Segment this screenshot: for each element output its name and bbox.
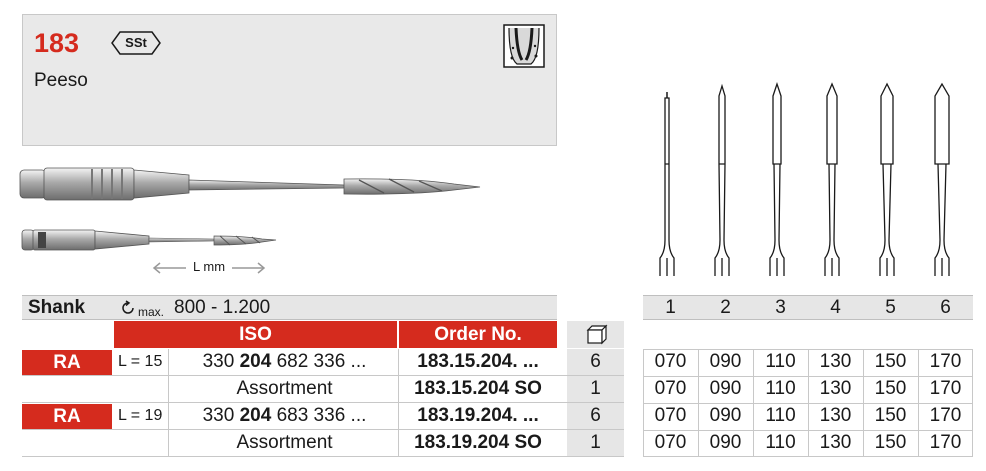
instrument-drawings — [14, 152, 494, 282]
material-badge — [111, 31, 161, 55]
size-value: 170 — [929, 378, 962, 399]
root-canal-icon — [503, 24, 545, 68]
table-row — [22, 349, 624, 376]
product-header-panel — [22, 14, 557, 146]
iso-cell: Assortment — [236, 378, 333, 399]
rotation-speed-icon — [120, 300, 136, 316]
instrument-large-image — [20, 168, 480, 200]
size-grid — [643, 349, 973, 457]
table-row — [22, 376, 624, 403]
size-value: 150 — [874, 405, 907, 426]
size-value: 110 — [765, 405, 796, 426]
size-value: 170 — [929, 432, 962, 453]
size-number: 1 — [665, 297, 676, 318]
order-number-cell: 183.15.204. ... — [417, 351, 539, 372]
package-box-icon — [567, 321, 624, 348]
size-value: 130 — [819, 378, 852, 399]
length-cell: L = 19 — [118, 407, 163, 424]
size-value: 070 — [654, 405, 687, 426]
size-value: 090 — [709, 378, 742, 399]
size-number: 3 — [775, 297, 786, 318]
iso-cell: 330 204 683 336 ... — [202, 405, 367, 426]
size-value: 130 — [819, 405, 852, 426]
size-value: 090 — [709, 405, 742, 426]
length-cell: L = 15 — [118, 353, 163, 370]
order-number-cell: 183.19.204 SO — [414, 432, 542, 453]
shank-type-badge: RA — [22, 404, 112, 429]
size-value: 070 — [654, 378, 687, 399]
size-drawings — [640, 80, 980, 280]
iso-cell: 330 204 682 336 ... — [202, 351, 367, 372]
size-value: 070 — [654, 432, 687, 453]
size-value: 170 — [929, 351, 962, 372]
quantity-cell: 1 — [567, 430, 624, 456]
size-value: 130 — [819, 351, 852, 372]
order-number-cell: 183.15.204 SO — [414, 378, 542, 399]
product-number: 183 — [34, 28, 80, 58]
size-value: 070 — [654, 351, 687, 372]
table-row — [22, 430, 624, 457]
quantity-cell: 1 — [567, 376, 624, 402]
size-value: 150 — [874, 432, 907, 453]
length-label: L mm — [193, 259, 226, 274]
iso-cell: Assortment — [236, 432, 333, 453]
shank-type-badge: RA — [22, 350, 112, 375]
size-value: 150 — [874, 378, 907, 399]
quantity-cell: 6 — [567, 403, 624, 429]
order-column-header: Order No. — [399, 321, 557, 348]
quantity-cell: 6 — [567, 349, 624, 375]
product-name: Peeso — [34, 70, 88, 91]
material-label: SSt — [125, 35, 147, 50]
size-value: 090 — [709, 351, 742, 372]
size-value: 090 — [709, 432, 742, 453]
iso-column-header: ISO — [114, 321, 397, 348]
table-row — [22, 403, 624, 430]
size-value: 130 — [819, 432, 852, 453]
size-value: 110 — [765, 351, 796, 372]
size-number: 2 — [720, 297, 731, 318]
size-number: 5 — [885, 297, 896, 318]
size-value: 150 — [874, 351, 907, 372]
package-header — [567, 321, 624, 348]
size-number-header — [643, 295, 973, 320]
speed-max-label: max. — [138, 305, 165, 319]
shank-bar — [22, 295, 557, 320]
shank-label: Shank — [28, 297, 86, 318]
size-number: 6 — [940, 297, 951, 318]
size-value: 110 — [765, 432, 796, 453]
size-number: 4 — [830, 297, 841, 318]
speed-value: 800 - 1.200 — [174, 297, 271, 318]
order-number-cell: 183.19.204. ... — [417, 405, 539, 426]
size-value: 110 — [765, 378, 796, 399]
instrument-small-image — [22, 230, 276, 250]
size-value: 170 — [929, 405, 962, 426]
